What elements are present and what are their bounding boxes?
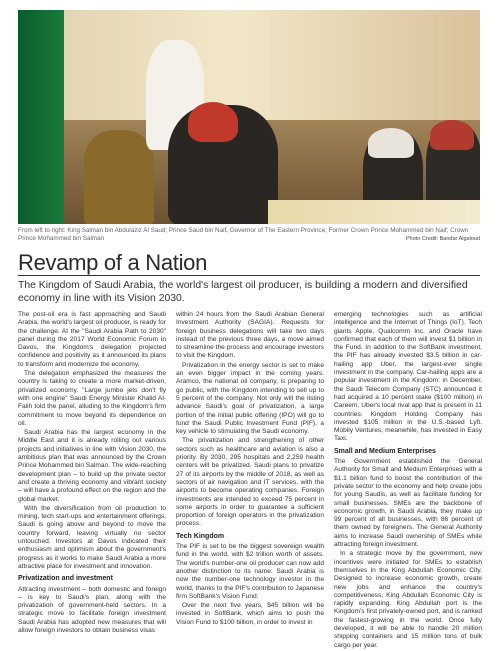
article-column-2: [176, 311, 324, 628]
paragraph: The post-oil era is fast approaching and Saudi Arabia, the world's largest oil producer, is ready for the challenge. At the "Saudi Arabia Path to 2030" panel during the 2017 World Economic Forum in Davos, the Kingdom's delegation projected confidence and positivity as it announced its plans to transform and modernize the economy.: [18, 311, 166, 368]
paragraph: Saudi Arabia has the largest economy in the Middle East and it is already rolling out various projects and initiatives in line with Vision 2030, the ambitious plan that was announced by the Crown Prince Mohammed bin Salman. The wide-reaching development plan – to build up the private sector and create a thriving economy and vibrant society – will have a profound effect on the region and the global market.: [18, 429, 166, 503]
red-headdress: [430, 120, 474, 150]
paragraph: within 24 hours from the Saudi Arabian General Investment Authority (SAGIA). Requests for foreign business delegations will take two days instead of the previous three days, a move aimed to streamline the process and encourage investors to visit the Kingdom.: [176, 311, 324, 360]
photo-caption: From left to right: King Salman bin Abdulaziz Al Saud; Prince Saud bin Naif, Governor of The Eastern Province; Former Crown Prince Mohammed bin Naif; Crown Prince Mohammed bin Salman: [18, 227, 469, 243]
section-heading: Tech Kingdom: [176, 532, 225, 540]
saudi-flag: [18, 10, 64, 224]
title-divider: [18, 275, 480, 276]
red-headdress: [188, 102, 238, 142]
article-lead: The Kingdom of Saudi Arabia, the world's largest oil producer, is building a modern and diversified economy in line with its Vision 2030.: [18, 280, 468, 304]
paragraph: The Government established the General Authority for Small and Medium Enterprises with a $1.1 billion fund to boost the contribution of the private sector to the economy and help create jobs for young Saudis, as well as facilitate funding for small businesses. SMEs are the backbone of economic growth, in Saudi Arabia, they make up 99 percent of all businesses, with 86 percent of them owned by foreigners. The General Authority aims to increase Saudi ownership of SMEs while attracting foreign investment.: [334, 458, 482, 549]
flower-table: [268, 200, 480, 224]
ornate-chair: [84, 130, 154, 224]
paragraph: The privatization and strengthening of other sectors such as healthcare and aviation is also a priority. By 2030, 295 hospitals and 2,259 health centers will be privatized. Saudi plans to privatize 27 of its airports by the middle of 2018, as well as sectors of air navigation and IT services, with the airports to become operating companies. Foreign investments are intended to exceed 75 percent in some airports in order to guarantee a sufficient proportion of foreign operators in the privatization process.: [176, 437, 324, 528]
paragraph: In a strategic move by the government, new incentives were initiated for SMEs to establish themselves in the King Abdullah Economic City. Designed to increase economic growth, create new jobs and enhance the country's competitiveness, King Abdullah Economic City is rapidly expanding. King Abdullah port is the Kingdom's first privately-owned port, and is ranked the fastest-growing in the world. Once fully developed, it will be able to handle 20 million shipping containers and 15 million tons of bulk cargo per year.: [334, 550, 482, 649]
royal-delegation-photo: [18, 10, 480, 224]
article-title: Revamp of a Nation: [18, 250, 208, 275]
article-column-3: [334, 311, 482, 651]
photo-background-wall: [64, 10, 480, 120]
paragraph: Privatization in the energy sector is set to make an even bigger impact in the coming years. Aramco, the national oil company, is preparing to go public, with the Kingdom intending to sell up to 5 percent of the company. Not only will the listing advance Saudi's goal of privatization, a large portion of the initial public offering (IPO) will go to fund the Saudi Public Investment Fund (PIF), a key vehicle to stimulating the Saudi economy.: [176, 361, 324, 436]
section-heading: Privatization and investment: [18, 575, 113, 583]
paragraph: The PIF is set to be the biggest sovereign wealth fund in the world, with $2 trillion worth of assets. The world's number-one oil producer can now add another distinction to its name: Saudi Arabia is now the number-one technology investor in the world, thanks to the PIF's contribution to Japanese firm SoftBank's Vision Fund.: [176, 543, 324, 600]
paragraph: emerging technologies such as artificial intelligence and the Internet of Things (IoT). Tech giants Apple, Qualcomm Inc. and Oracle have confirmed that each of them will invest $1 billion in the Fund. In addition to the SoftBank investment, the PIF has already invested $3.5 billion in car-hailing app Uber, the largest-ever single investment in the company. Car-hailing apps are a popular investment in the Kingdom: in December, the Saudi Telecom Company (STC) announced it had acquired a 10 percent stake ($100 million) in Careem, Uber's local rival app that is present in 11 countries. Kingdom Holding Company has invested $105 million in the U.S.-based Lyft. Mobily Ventures, meanwhile, has invested in Easy Taxi.: [334, 311, 482, 443]
photo-credit: Photo Credit: Bandar Algaloud: [406, 236, 480, 242]
section-heading: Small and Medium Enterprises: [334, 447, 436, 455]
white-headdress: [368, 128, 414, 158]
paragraph: Over the next five years, $45 billion will be invested in SoftBank, which aims to push the Vision Fund to $100 billion, in order to invest in: [176, 602, 324, 626]
paragraph: Attracting investment – both domestic and foreign – is key to Saudi's plan, along with the privatization of government-held sectors. In a strategic move to facilitate foreign investment Saudi Arabia has adopted new measures that will allow foreign investors to obtain business visas: [18, 585, 166, 634]
paragraph: The delegation emphasized the measures the country is taking to create a more market-driven, privatized economy. "Large jumbo jets don't fly with one engine" Saudi Energy Minister Khalid Al-Falih told the panel, alluding to the Kingdom's firm commitment to move beyond its dependence on oil.: [18, 370, 166, 427]
paragraph: With the diversification from oil production to mining, tech start-ups and entertainment offerings, Saudi is going above and beyond to move the country forward, leaving virtually no sector untouched. Investors at Davos indicated their enthusiasm and optimism about the government's progress as it works to make Saudi Arabia a more attractive place for investment and innovation.: [18, 504, 166, 570]
article-column-1: [18, 311, 166, 636]
